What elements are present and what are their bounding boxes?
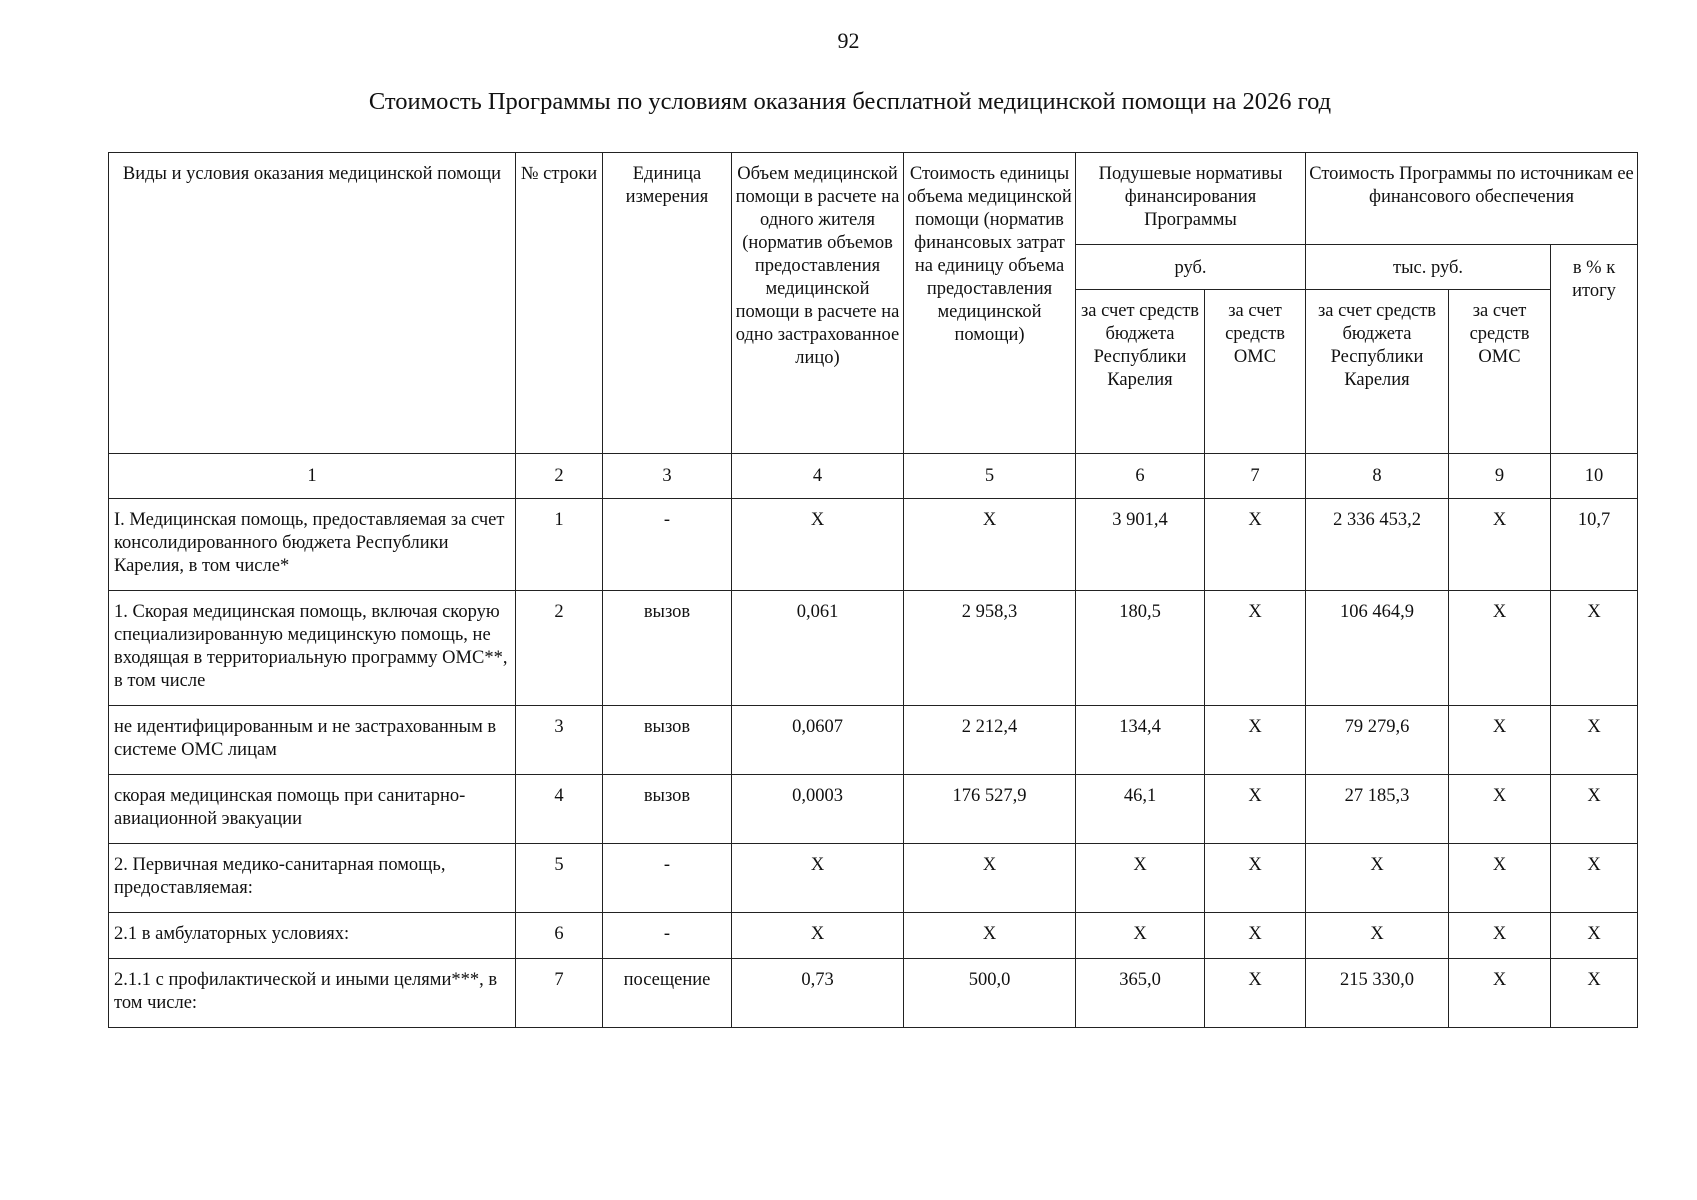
row-name: 2. Первичная медико-санитарная помощь, предоставляемая:: [109, 844, 516, 913]
table-cell: X: [904, 913, 1076, 959]
table-cell: 365,0: [1076, 959, 1205, 1028]
page-number: 92: [837, 28, 860, 53]
column-number: 8: [1306, 454, 1449, 499]
table-cell: X: [1205, 775, 1306, 844]
page-title: Стоимость Программы по условиям оказания бесплатной медицинской помощи на 2026 год: [368, 88, 1332, 115]
row-name: 1. Скорая медицинская помощь, включая скорую специализированную медицинскую помощь, не входящая в территориальную программу ОМС**, в том числе: [109, 591, 516, 706]
column-number: 4: [732, 454, 904, 499]
table-row: [109, 913, 1638, 959]
table-cell: 7: [516, 959, 603, 1028]
header-unit-rub: руб.: [1076, 245, 1306, 290]
header-unit-thousand-rub: тыс. руб.: [1306, 245, 1551, 290]
row-name: 2.1.1 с профилактической и иными целями***, в том числе:: [109, 959, 516, 1028]
column-numbers-row: [109, 454, 1638, 499]
header-row-number: № строки: [516, 153, 603, 454]
table-cell: X: [1205, 499, 1306, 591]
table-cell: X: [1205, 591, 1306, 706]
column-number: 5: [904, 454, 1076, 499]
table-cell: 0,061: [732, 591, 904, 706]
row-name: скорая медицинская помощь при санитарно-авиационной эвакуации: [109, 775, 516, 844]
table-cell: X: [1551, 959, 1638, 1028]
table-row: [109, 706, 1638, 775]
table-cell: -: [603, 844, 732, 913]
table-cell: 6: [516, 913, 603, 959]
column-number: 10: [1551, 454, 1638, 499]
column-number: 6: [1076, 454, 1205, 499]
table-cell: вызов: [603, 775, 732, 844]
table-cell: вызов: [603, 706, 732, 775]
table-cell: 0,0003: [732, 775, 904, 844]
table-cell: посещение: [603, 959, 732, 1028]
table-row: [109, 499, 1638, 591]
column-number: 9: [1449, 454, 1551, 499]
cost-table: [108, 152, 1638, 1028]
table-cell: 0,0607: [732, 706, 904, 775]
table-cell: 0,73: [732, 959, 904, 1028]
table-cell: X: [1449, 591, 1551, 706]
table-cell: 3 901,4: [1076, 499, 1205, 591]
header-per-capita-group: Подушевые нормативы финансирования Программы: [1076, 153, 1306, 245]
column-number: 7: [1205, 454, 1306, 499]
table-cell: X: [1449, 775, 1551, 844]
header-percent-total: в % к итогу: [1551, 245, 1638, 454]
header-per-capita-budget: за счет средств бюджета Республики Карелия: [1076, 290, 1205, 454]
header-unit-cost: Стоимость единицы объема медицинской помощи (норматив финансовых затрат на единицу объема предоставления медицинской помощи): [904, 153, 1076, 454]
table-cell: X: [1449, 913, 1551, 959]
table-cell: X: [1551, 775, 1638, 844]
header-unit: Единица измерения: [603, 153, 732, 454]
table-cell: X: [1551, 591, 1638, 706]
table-cell: X: [1449, 959, 1551, 1028]
table-cell: 180,5: [1076, 591, 1205, 706]
table-cell: 4: [516, 775, 603, 844]
table-cell: вызов: [603, 591, 732, 706]
table-cell: 215 330,0: [1306, 959, 1449, 1028]
table-cell: X: [1306, 844, 1449, 913]
table-cell: 5: [516, 844, 603, 913]
column-number: 1: [109, 454, 516, 499]
table-cell: X: [1205, 913, 1306, 959]
table-cell: X: [1205, 844, 1306, 913]
table-cell: X: [1551, 706, 1638, 775]
table-cell: 10,7: [1551, 499, 1638, 591]
table-cell: X: [732, 499, 904, 591]
header-volume: Объем медицинской помощи в расчете на одного жителя (норматив объемов предоставления медицинской помощи в расчете на одно застрахованное лицо): [732, 153, 904, 454]
table-cell: X: [1306, 913, 1449, 959]
table-cell: -: [603, 499, 732, 591]
header-cost-budget: за счет средств бюджета Республики Карелия: [1306, 290, 1449, 454]
table-cell: X: [1449, 706, 1551, 775]
table-row: [109, 844, 1638, 913]
table-cell: X: [1551, 844, 1638, 913]
table-row: [109, 959, 1638, 1028]
table-cell: X: [1449, 844, 1551, 913]
table-cell: X: [732, 913, 904, 959]
table-row: [109, 591, 1638, 706]
table-cell: 46,1: [1076, 775, 1205, 844]
column-number: 3: [603, 454, 732, 499]
table-cell: 500,0: [904, 959, 1076, 1028]
table-cell: 27 185,3: [1306, 775, 1449, 844]
row-name: 2.1 в амбулаторных условиях:: [109, 913, 516, 959]
table-cell: X: [904, 499, 1076, 591]
table-cell: X: [1205, 959, 1306, 1028]
row-name: не идентифицированным и не застрахованным в системе ОМС лицам: [109, 706, 516, 775]
header-per-capita-oms: за счет средств ОМС: [1205, 290, 1306, 454]
table-cell: 2 336 453,2: [1306, 499, 1449, 591]
table-cell: X: [1205, 706, 1306, 775]
table-cell: 176 527,9: [904, 775, 1076, 844]
table-cell: X: [1076, 844, 1205, 913]
header-kinds-conditions: Виды и условия оказания медицинской помощи: [109, 153, 516, 454]
table-cell: X: [732, 844, 904, 913]
row-name: I. Медицинская помощь, предоставляемая за счет консолидированного бюджета Республики Карелия, в том числе*: [109, 499, 516, 591]
table-cell: X: [1076, 913, 1205, 959]
header-program-cost-group: Стоимость Программы по источникам ее финансового обеспечения: [1306, 153, 1638, 245]
table-cell: X: [1551, 913, 1638, 959]
table-cell: 1: [516, 499, 603, 591]
table-cell: 79 279,6: [1306, 706, 1449, 775]
table-cell: 2 212,4: [904, 706, 1076, 775]
table-cell: 106 464,9: [1306, 591, 1449, 706]
table-cell: 2: [516, 591, 603, 706]
header-cost-oms: за счет средств ОМС: [1449, 290, 1551, 454]
table-cell: 3: [516, 706, 603, 775]
table-cell: 134,4: [1076, 706, 1205, 775]
table-row: [109, 775, 1638, 844]
table-cell: -: [603, 913, 732, 959]
column-number: 2: [516, 454, 603, 499]
table-cell: X: [1449, 499, 1551, 591]
table-cell: X: [904, 844, 1076, 913]
table-cell: 2 958,3: [904, 591, 1076, 706]
